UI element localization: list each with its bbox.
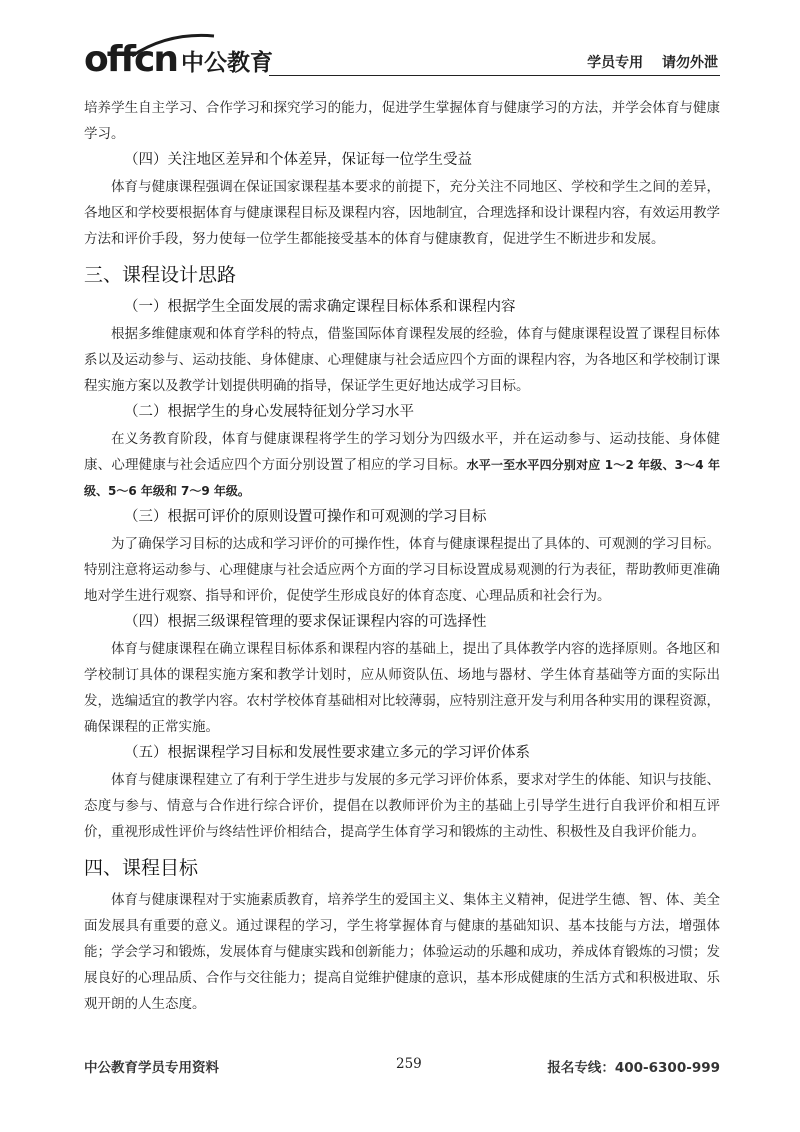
page-number: 259 — [396, 1056, 422, 1072]
paragraph-text: 在义务教育阶段，体育与健康课程将学生的学习划分为四级水平，并在运动参与、运动技能、身体健康、心理健康与社会适应四个方面分别设置了相应的学习目标。 — [84, 431, 720, 473]
paragraph: 根据多维健康观和体育学科的特点，借鉴国际体育课程发展的经验，体育与健康课程设置了课程目标体系以及运动参与、运动技能、身体健康、心理健康与社会适应四个方面的课程内容，为各地区和学校制订课程实施方案以及教学计划提供明确的指导，保证学生更好地达成学习目标。 — [84, 326, 720, 394]
paragraph: 为了确保学习目标的达成和学习评价的可操作性，体育与健康课程提出了具体的、可观测的学习目标。特别注意将运动参与、心理健康与社会适应两个方面的学习目标设置成易观测的行为表征，帮助教师更准确地对学生进行观察、指导和评价，促使学生形成良好的体育态度、心理品质和社会行为。 — [84, 536, 720, 604]
paragraph — [84, 426, 720, 504]
page-footer — [84, 1056, 720, 1078]
subheading: （三）根据可评价的原则设置可操作和可观测的学习目标 — [124, 509, 487, 525]
subheading: （二）根据学生的身心发展特征划分学习水平 — [124, 404, 414, 420]
section-heading: 三、课程设计思路 — [84, 264, 237, 286]
header-tag-confidential: 请勿外泄 — [662, 55, 718, 71]
header-tag-students-only: 学员专用 — [587, 55, 644, 71]
paragraph: 体育与健康课程在确立课程目标体系和课程内容的基础上，提出了具体教学内容的选择原则。各地区和学校制订具体的课程实施方案和教学计划时，应从师资队伍、场地与器材、学生体育基础等方面的实际出发，选编适宜的教学内容。农村学校体育基础相对比较薄弱，应特别注意开发与利用各种实用的课程资源，确保课程的正常实施。 — [84, 641, 720, 735]
level-note: 水平一至水平四分别对应 1～2 年级、3～4 年级、5～6 年级和 7～9 年级。 — [84, 458, 720, 498]
paragraph: 体育与健康课程对于实施素质教育，培养学生的爱国主义、集体主义精神，促进学生德、智、体、美全面发展具有重要的意义。通过课程的学习，学生将掌握体育与健康的基础知识、基本技能与方法，增强体能；学会学习和锻炼，发展体育与健康实践和创新能力；体验运动的乐趣和成功，养成体育锻炼的习惯；发展良好的心理品质、合作与交往能力；提高自觉维护健康的意识，基本形成健康的生活方式和积极进取、乐观开朗的人生态度。 — [84, 892, 720, 1012]
header-rule — [269, 75, 720, 76]
paragraph: 体育与健康课程建立了有利于学生进步与发展的多元学习评价体系，要求对学生的体能、知识与技能、态度与参与、情意与合作进行综合评价，提倡在以教师评价为主的基础上引导学生进行自我评价和相互评价，重视形成性评价与终结性评价相结合，提高学生体育学习和锻炼的主动性、积极性及自我评价能力。 — [84, 772, 720, 840]
offcn-logo — [84, 38, 273, 78]
logo-mark: offcn — [84, 39, 178, 80]
subheading: （一）根据学生全面发展的需求确定课程目标体系和课程内容 — [124, 299, 516, 315]
logo-chinese: 中公教育 — [181, 50, 274, 76]
paragraph: 培养学生自主学习、合作学习和探究学习的能力，促进学生掌握体育与健康学习的方法，并学会体育与健康学习。 — [84, 100, 720, 142]
header-tag — [573, 52, 718, 72]
paragraph: 体育与健康课程强调在保证国家课程基本要求的前提下，充分关注不同地区、学校和学生之间的差异，各地区和学校要根据体育与健康课程目标及课程内容，因地制宜，合理选择和设计课程内容，有效运用教学方法和评价手段，努力使每一位学生都能接受基本的体育与健康教育，促进学生不断进步和发展。 — [84, 179, 720, 247]
section-heading: 四、课程目标 — [84, 857, 199, 879]
page-header — [84, 34, 720, 82]
subheading: （四）关注地区差异和个体差异，保证每一位学生受益 — [124, 152, 472, 168]
footer-hotline: 报名专线：400-6300-999 — [547, 1060, 720, 1076]
footer-label: 中公教育学员专用资料 — [84, 1060, 219, 1076]
document-body — [84, 95, 720, 1017]
subheading: （四）根据三级课程管理的要求保证课程内容的可选择性 — [124, 614, 487, 630]
subheading: （五）根据课程学习目标和发展性要求建立多元的学习评价体系 — [124, 745, 530, 761]
